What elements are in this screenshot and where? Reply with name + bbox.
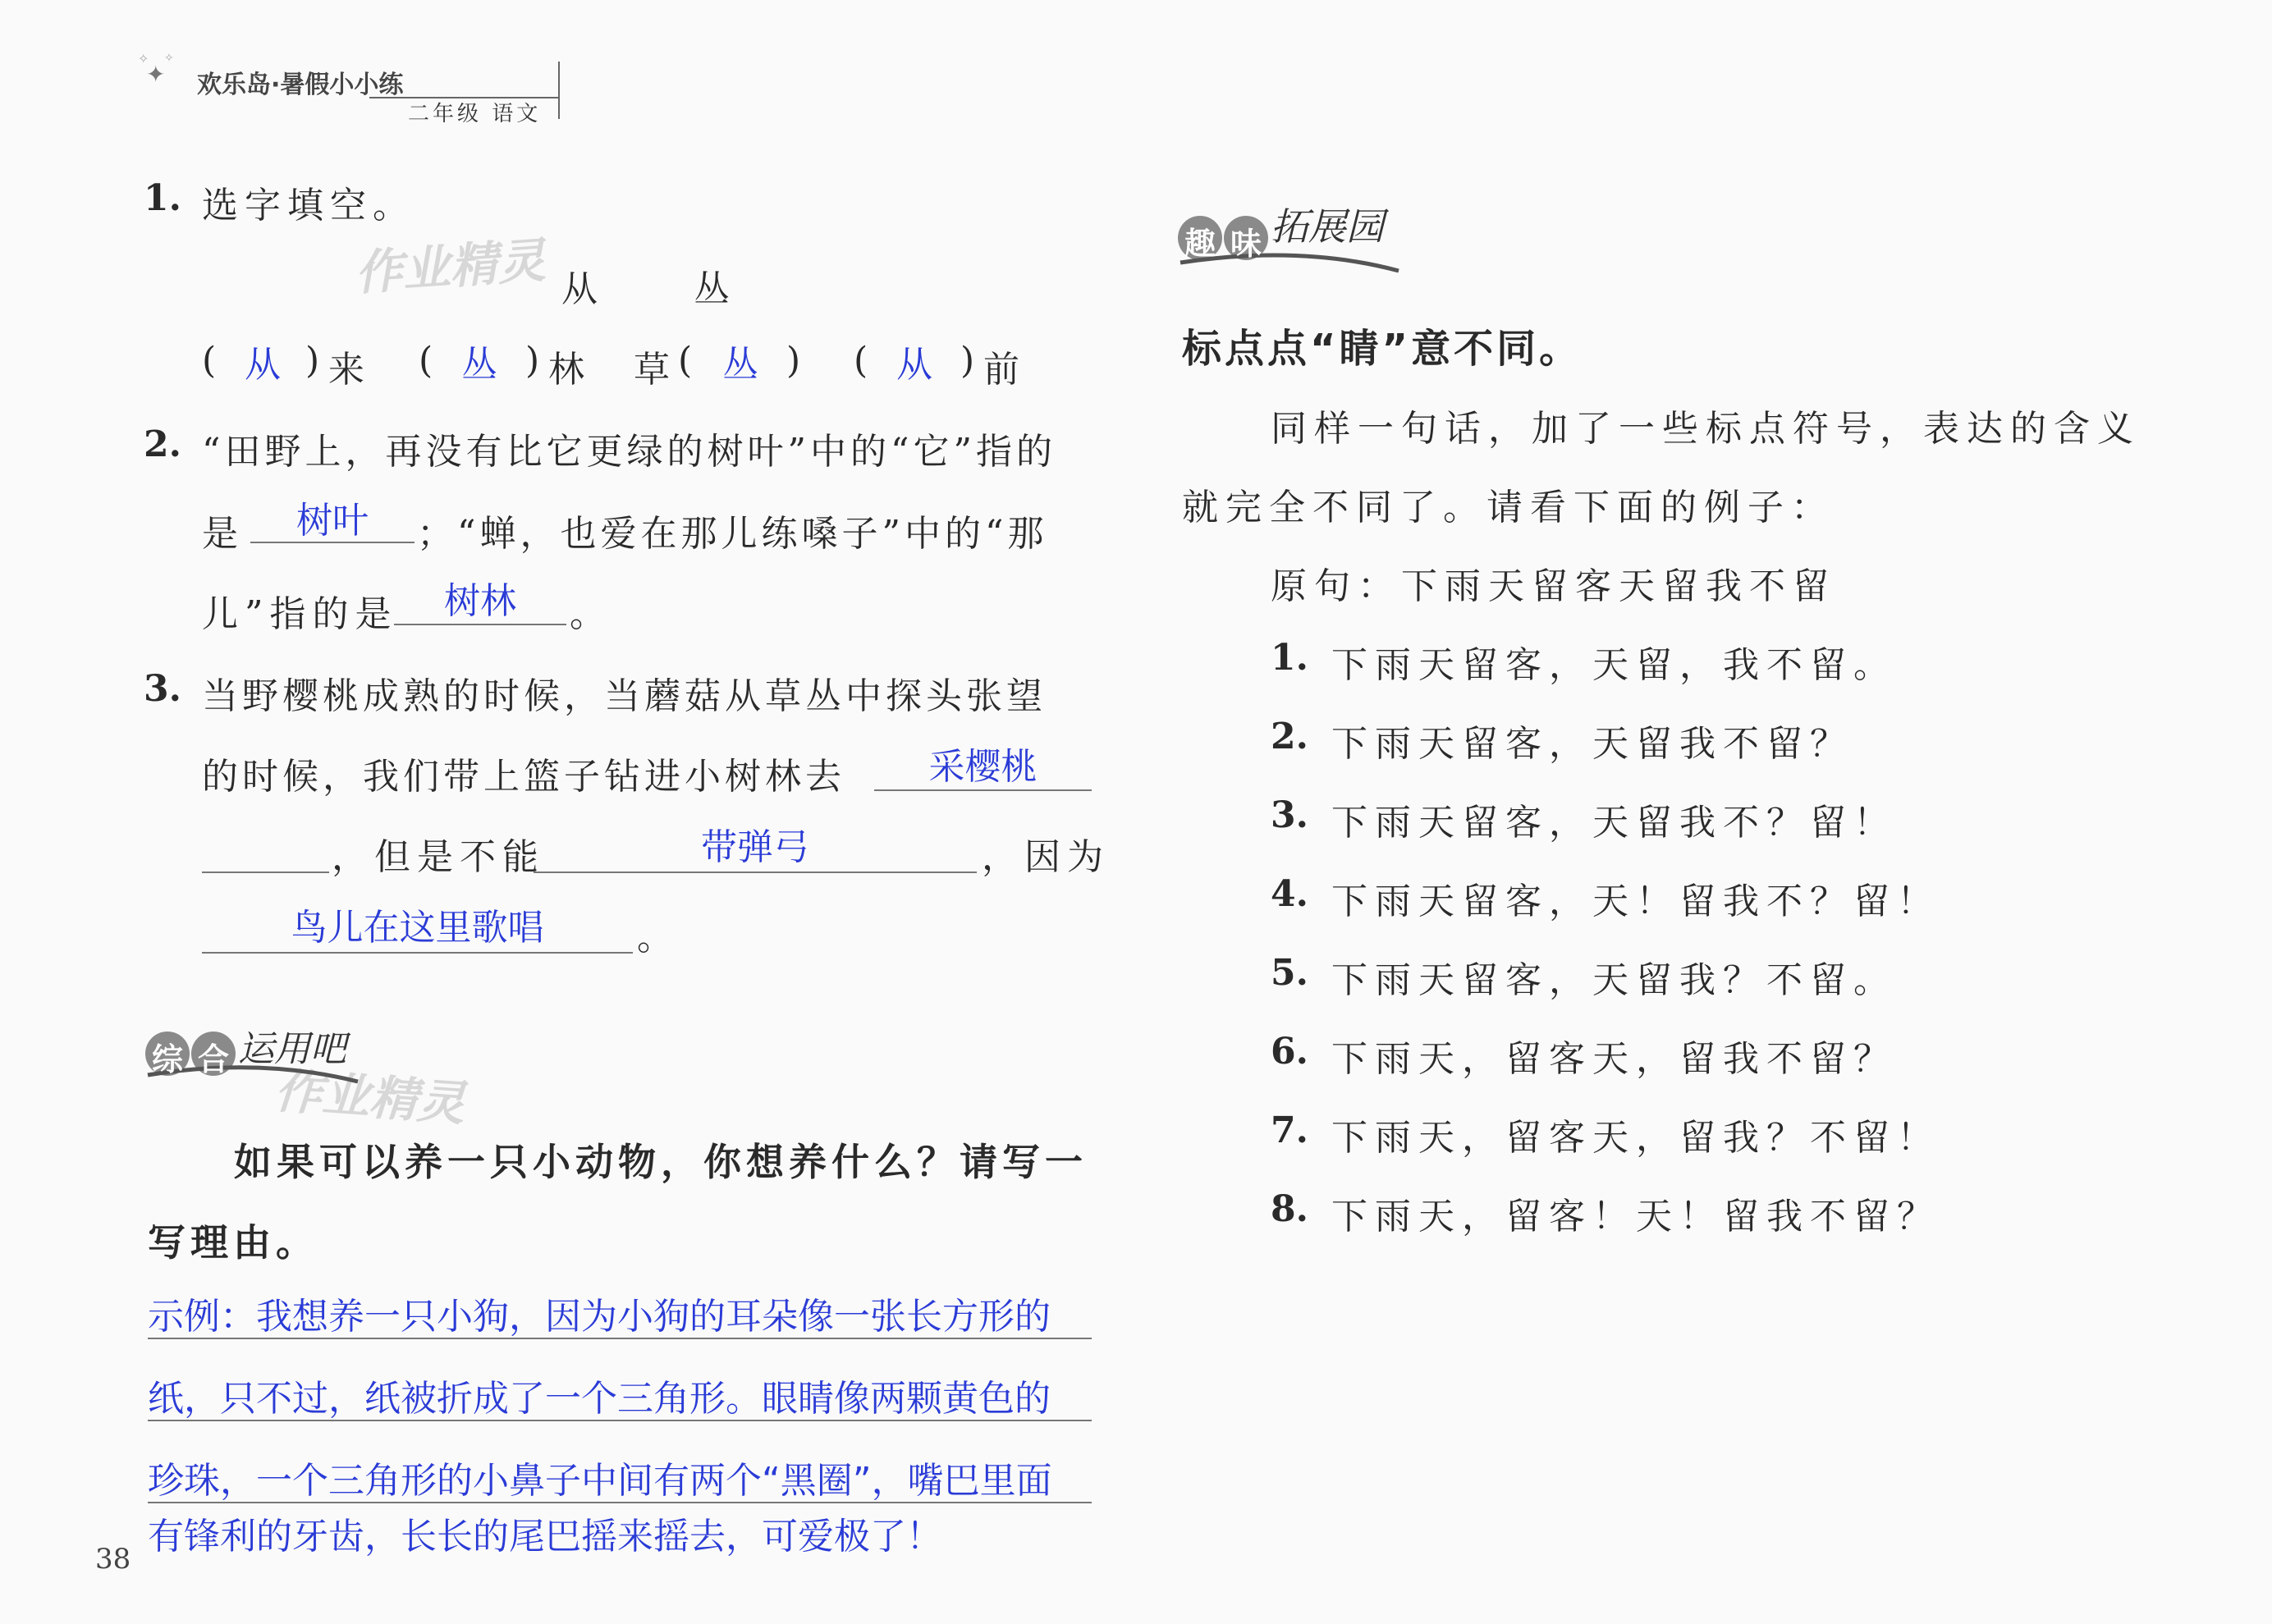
- answer-line: [202, 952, 633, 954]
- example-text: 下雨天留客，天留，我不留。: [1331, 644, 1897, 686]
- paren-close: ): [305, 340, 327, 382]
- intro-line: 同样一句话，加了一些标点符号，表达的含义: [1271, 408, 2141, 450]
- watermark: 作业精灵: [273, 1062, 467, 1132]
- example-number: 1.: [1271, 637, 1308, 679]
- blank-answer: 采樱桃: [928, 746, 1038, 788]
- example-text: 下雨天留客，天留我不留？: [1331, 723, 1853, 765]
- example-text: 下雨天，留客天，留我？不留！: [1331, 1117, 1940, 1159]
- blank-answer: 从: [245, 344, 281, 386]
- paren-close: ): [960, 340, 982, 382]
- section-badge: [144, 1024, 407, 1101]
- example-number: 6.: [1271, 1031, 1308, 1073]
- example-number: 4.: [1271, 873, 1308, 915]
- paren-open: (: [419, 340, 440, 382]
- original-sentence: 原句：下雨天留客天留我不留: [1271, 565, 1836, 607]
- example-text: 下雨天，留客！天！留我不留？: [1331, 1196, 1940, 1237]
- question-text: “田野上，再没有比它更绿的树叶”中的“它”指的: [202, 431, 1056, 473]
- example-number: 2.: [1271, 716, 1308, 757]
- section-heading: 标点点“睛”意不同。: [1182, 326, 1583, 372]
- example-text: 下雨天留客，天留我？不留。: [1331, 959, 1897, 1001]
- header-vbar: [558, 62, 560, 119]
- badge-char: 趣: [1184, 226, 1216, 262]
- grade-subject: 二年级 语文: [408, 102, 542, 126]
- choice: 丛: [694, 268, 736, 310]
- question-text: 。: [570, 593, 612, 635]
- paren-open: (: [202, 340, 223, 382]
- badge-char: 综: [151, 1041, 183, 1077]
- example-number: 7.: [1271, 1109, 1308, 1151]
- paren-close: ): [786, 340, 808, 382]
- paren-open: (: [678, 340, 699, 382]
- svg-text:✧: ✧: [164, 52, 174, 65]
- blank-answer: 从: [896, 344, 932, 386]
- question-text: ；“蝉，也爱在那儿练嗓子”中的“那: [417, 513, 1048, 555]
- question-text: 是: [202, 513, 245, 555]
- example-number: 8.: [1271, 1188, 1308, 1230]
- example-text: 下雨天留客，天留我不？留！: [1331, 802, 1897, 844]
- blank-suffix: 前: [983, 349, 1026, 391]
- section-title: 运用吧: [238, 1028, 346, 1070]
- blank-answer: 带弹弓: [701, 826, 809, 868]
- question-number: 2.: [144, 423, 181, 465]
- intro-line: 就完全不同了。请看下面的例子：: [1182, 487, 1835, 528]
- question-number: 1.: [144, 177, 181, 219]
- answer-text-line: 珍珠，一个三角形的小鼻子中间有两个“黑圈”，嘴巴里面: [148, 1460, 1052, 1502]
- blank-answer: 丛: [722, 344, 758, 386]
- blank-suffix: 来: [328, 349, 371, 391]
- answer-line: [534, 871, 977, 873]
- blank-prefix: 草: [634, 349, 676, 391]
- star-decoration-icon: [131, 45, 181, 103]
- svg-text:✧: ✧: [138, 51, 149, 66]
- example-number: 5.: [1271, 952, 1308, 994]
- prompt-line: 如果可以养一只小动物，你想养什么？请写一: [234, 1140, 1088, 1184]
- question-number: 3.: [144, 668, 181, 710]
- choice: 从: [561, 268, 604, 310]
- example-number: 3.: [1271, 794, 1308, 836]
- answer-text-line: 纸，只不过，纸被折成了一个三角形。眼睛像两颗黄色的: [148, 1378, 1051, 1420]
- example-text: 下雨天，留客天，留我不留？: [1331, 1038, 1897, 1080]
- question-prompt: 选字填空。: [202, 185, 415, 226]
- answer-text-line: 示例：我想养一只小狗，因为小狗的耳朵像一张长方形的: [148, 1296, 1051, 1338]
- blank-suffix: 林: [548, 349, 591, 391]
- blank-answer: 树林: [444, 580, 516, 622]
- question-text: 的时候，我们带上篮子钻进小树林去: [202, 756, 845, 798]
- blank-answer: 丛: [461, 344, 497, 386]
- paren-open: (: [854, 340, 875, 382]
- paren-close: ): [525, 340, 547, 382]
- series-title: 欢乐岛·暑假小小练: [197, 71, 404, 99]
- question-text: 儿”指的是: [202, 593, 398, 635]
- section-title: 拓展园: [1271, 204, 1384, 249]
- blank-answer: 树叶: [296, 500, 369, 542]
- page-number: 38: [95, 1543, 131, 1576]
- question-text: 。: [637, 917, 680, 958]
- answer-line: [874, 789, 1092, 791]
- answer-line: [394, 624, 566, 625]
- answer-text-line: 有锋利的牙齿，长长的尾巴摇来摇去，可爱极了！: [148, 1516, 942, 1558]
- prompt-line: 写理由。: [148, 1220, 318, 1265]
- section-badge: [1177, 197, 1440, 282]
- blank-answer: 鸟儿在这里歌唱: [291, 907, 544, 949]
- question-text: ，但是不能: [332, 836, 545, 878]
- svg-text:✦: ✦: [146, 61, 166, 88]
- example-text: 下雨天留客，天！留我不？留！: [1331, 881, 1940, 922]
- question-text: ，因为: [982, 836, 1110, 878]
- badge-char: 合: [197, 1041, 229, 1077]
- badge-char: 味: [1230, 226, 1262, 262]
- answer-line: [202, 871, 329, 873]
- watermark: 作业精灵: [353, 231, 547, 301]
- question-text: 当野樱桃成熟的时候，当蘑菇从草丛中探头张望: [202, 675, 1047, 717]
